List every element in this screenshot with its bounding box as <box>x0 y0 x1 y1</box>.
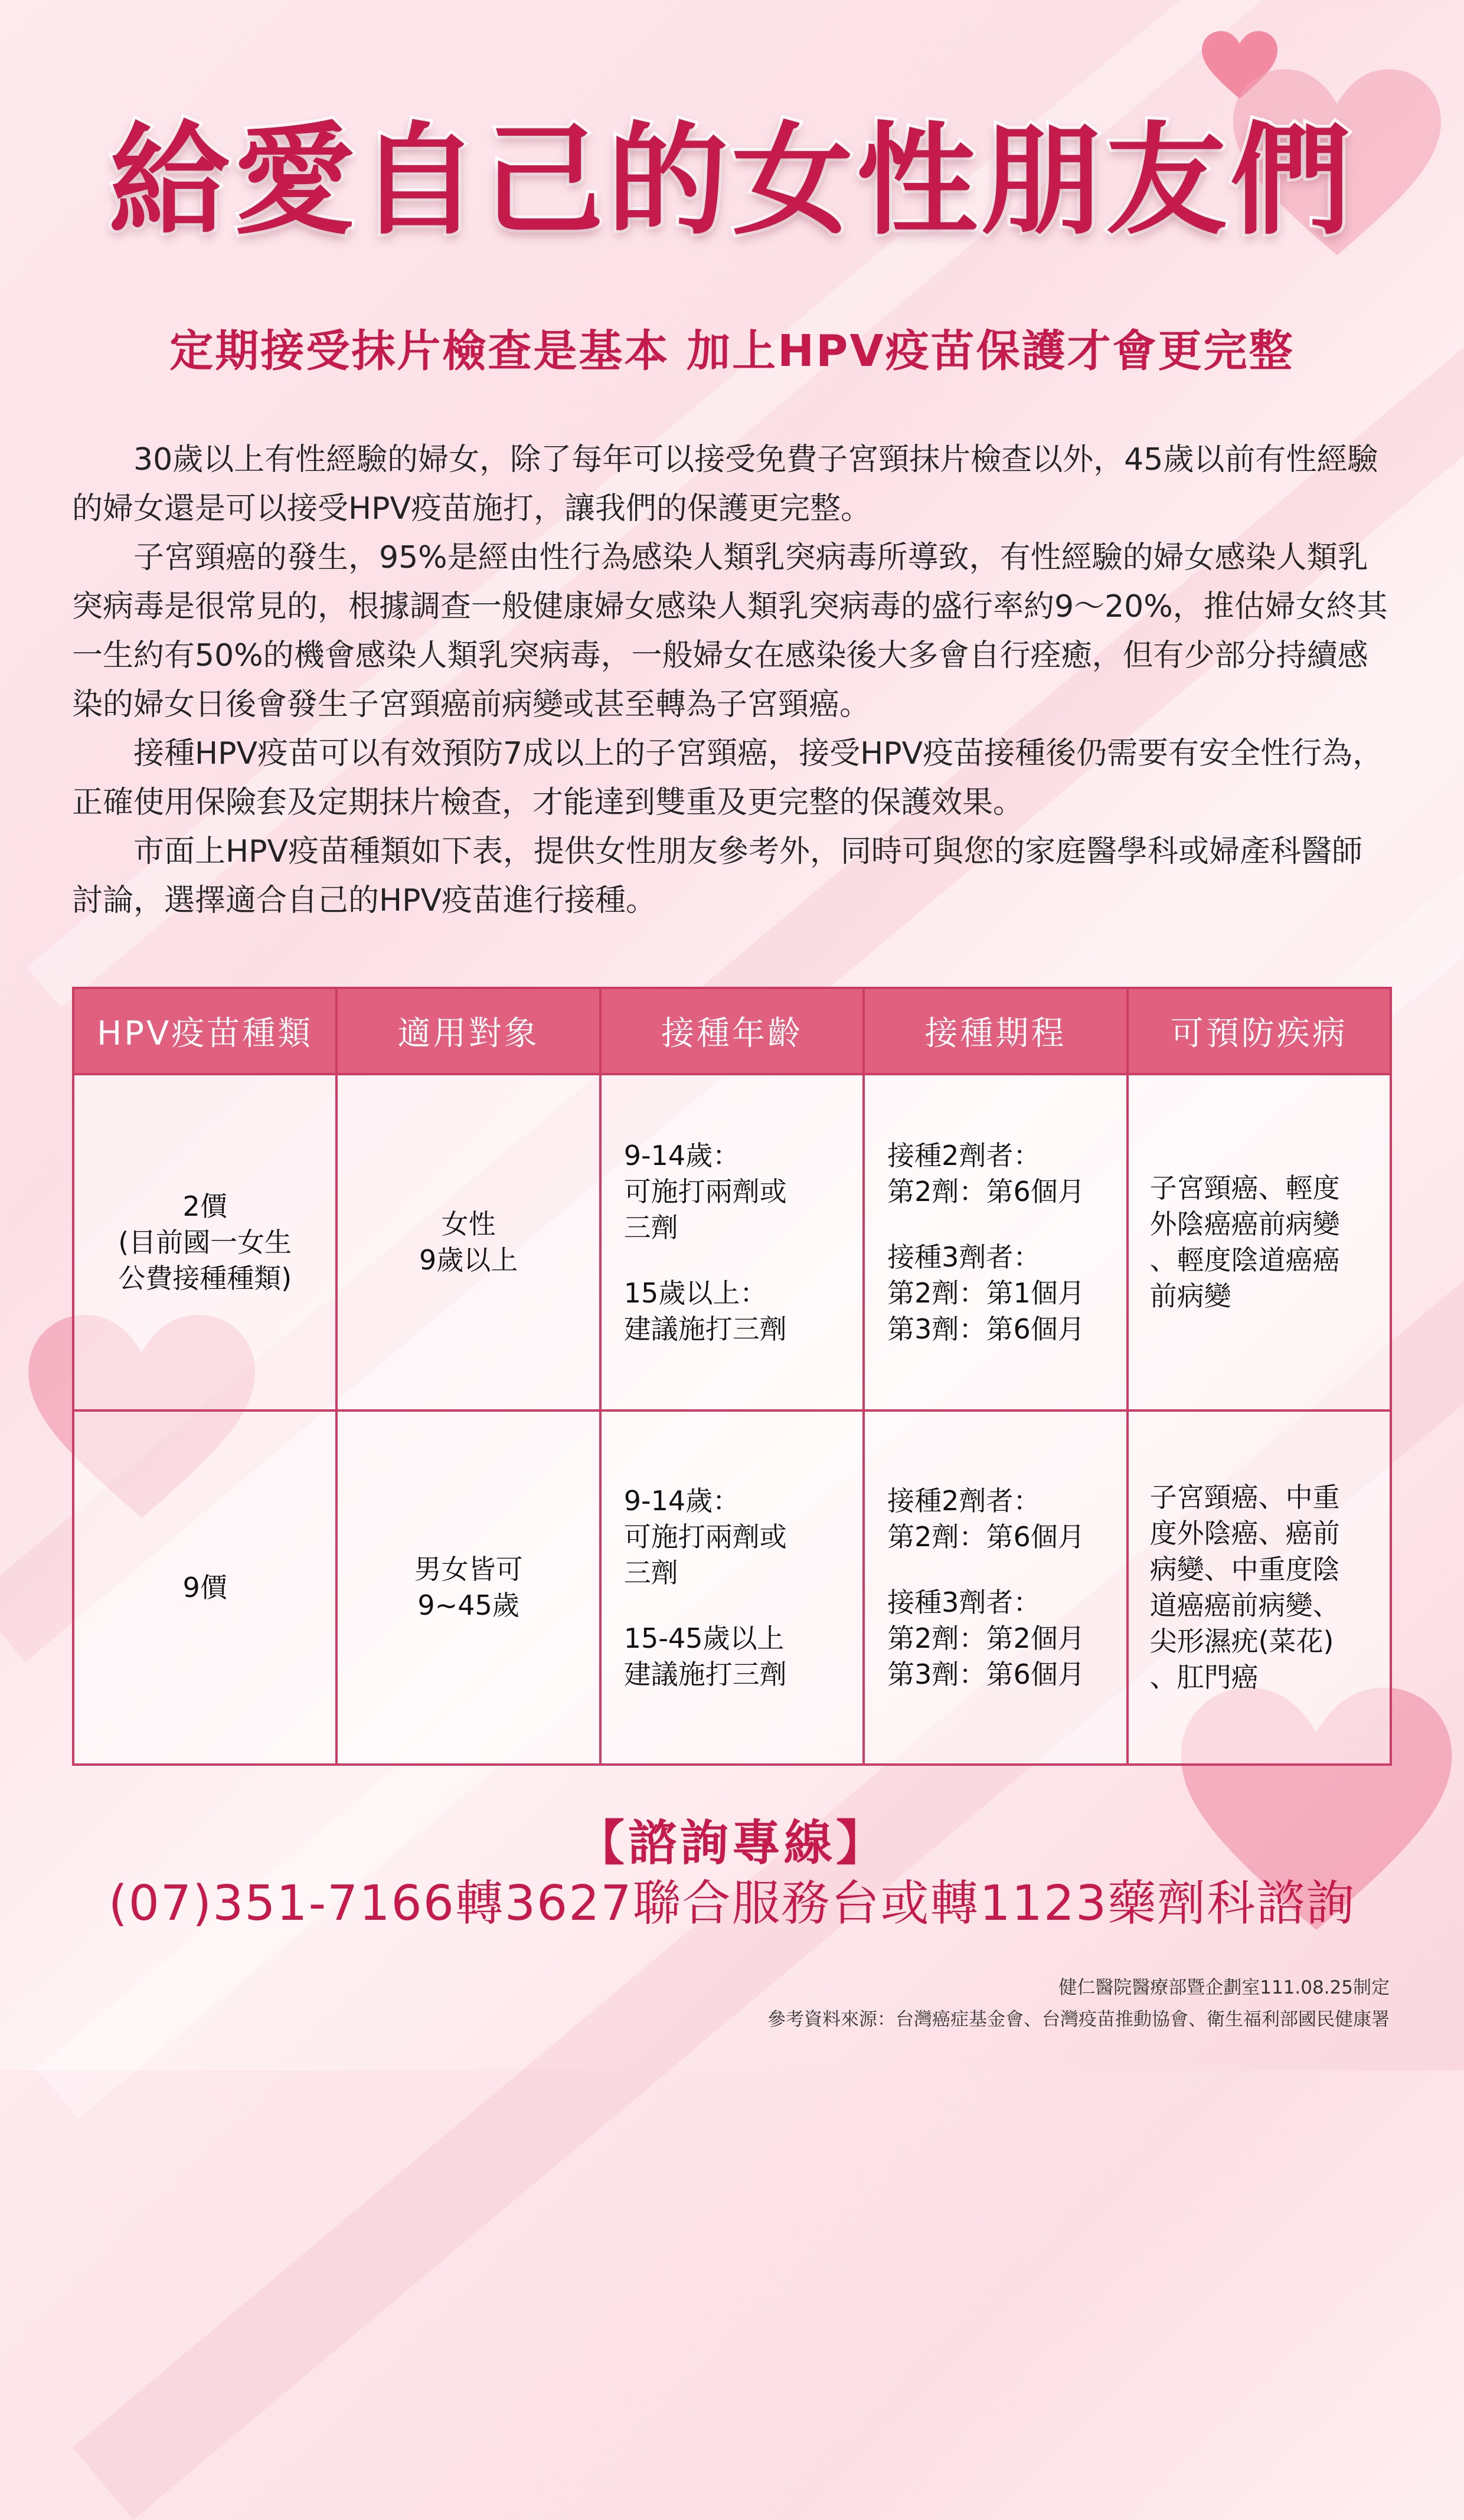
cell-line: 第2劑：第2個月 <box>887 1622 1085 1654</box>
hotline-number: (07)351-7166轉3627聯合服務台或轉1123藥劑科諮詢 <box>108 1876 1356 1932</box>
age-cell <box>600 1074 864 1410</box>
page-title: 給愛自己的女性朋友們 <box>109 111 1355 251</box>
column-header: HPV疫苗種類 <box>73 988 336 1074</box>
cell-line: 第2劑：第6個月 <box>887 1520 1085 1553</box>
column-header: 可預防疾病 <box>1128 988 1391 1074</box>
cell-line: 前病變 <box>1149 1280 1231 1312</box>
column-header: 接種年齡 <box>600 988 864 1074</box>
cell-line: 9-14歲： <box>623 1139 740 1171</box>
age-cell <box>600 1410 864 1765</box>
cell-line: 9價 <box>182 1571 227 1603</box>
column-header: 接種期程 <box>864 988 1127 1074</box>
cell-line: 接種2劑者： <box>887 1484 1041 1517</box>
target-cell <box>336 1410 600 1765</box>
cell-line: 病變、中重度陰 <box>1149 1553 1340 1585</box>
page-subtitle: 定期接受抹片檢查是基本 加上HPV疫苗保護才會更完整 <box>169 326 1295 377</box>
paragraph: 子宮頸癌的發生，95%是經由性行為感染人類乳突病毒所導致，有性經驗的婦女感染人類乳突病毒是很常見的，根據調查一般健康婦女感染人類乳突病毒的盛行率約9～20%，推估婦女終其一生約有50%的機會感染人類乳突病毒，一般婦女在感染後大多會自行痊癒，但有少部分持續感染的婦女日後會發生子宮頸癌前病變或甚至轉為子宮頸癌。 <box>72 540 1388 722</box>
cell-line: 尖形濕疣(菜花) <box>1149 1625 1334 1657</box>
cell-line: 三劑 <box>623 1556 678 1589</box>
vaccine-table <box>72 987 1392 1766</box>
cell-line: 度外陰癌、癌前 <box>1149 1517 1340 1549</box>
paragraph: 市面上HPV疫苗種類如下表，提供女性朋友參考外，同時可與您的家庭醫學科或婦產科醫師討論，選擇適合自己的HPV疫苗進行接種。 <box>72 834 1363 918</box>
paragraph: 接種HPV疫苗可以有效預防7成以上的子宮頸癌，接受HPV疫苗接種後仍需要有安全性行為，正確使用保險套及定期抹片檢查，才能達到雙重及更完整的保護效果。 <box>72 736 1384 820</box>
table-row <box>73 1074 1391 1410</box>
reference-note: 參考資料來源：台灣癌症基金會、台灣疫苗推動協會、衛生福利部國民健康署 <box>767 2009 1390 2030</box>
column-header: 適用對象 <box>336 988 600 1074</box>
cell-line: 第2劑：第1個月 <box>887 1277 1085 1309</box>
cell-line: 15-45歲以上 <box>623 1622 785 1654</box>
cell-line: 女性 <box>441 1208 496 1240</box>
cell-line: 可施打兩劑或 <box>623 1520 787 1553</box>
cell-line: 子宮頸癌、輕度 <box>1149 1172 1340 1204</box>
vaccine-type-cell <box>73 1410 336 1765</box>
cell-line: 2價 <box>182 1190 227 1222</box>
cell-line: 公費接種種類) <box>118 1262 292 1294</box>
cell-line: 接種2劑者： <box>887 1139 1041 1171</box>
cell-line: 、輕度陰道癌癌 <box>1149 1244 1340 1276</box>
disease-cell <box>1128 1074 1391 1410</box>
issuer-note: 健仁醫院醫療部暨企劃室111.08.25制定 <box>1058 1977 1390 1998</box>
table-header-row <box>73 988 1391 1074</box>
target-cell <box>336 1074 600 1410</box>
cell-line: 9-14歲： <box>623 1484 740 1517</box>
cell-line: 建議施打三劑 <box>623 1658 787 1690</box>
cell-line: 男女皆可 <box>414 1553 523 1585</box>
cell-line: 三劑 <box>623 1211 678 1243</box>
cell-line: 可施打兩劑或 <box>623 1175 787 1207</box>
schedule-cell <box>864 1074 1127 1410</box>
cell-line: 子宮頸癌、中重 <box>1149 1481 1340 1513</box>
cell-line: (目前國一女生 <box>118 1226 292 1258</box>
cell-line: 15歲以上： <box>623 1277 767 1309</box>
cell-line: 道癌癌前病變、 <box>1149 1589 1340 1621</box>
cell-line: 第2劑：第6個月 <box>887 1175 1085 1207</box>
cell-line: 第3劑：第6個月 <box>887 1658 1085 1690</box>
vaccine-type-cell <box>73 1074 336 1410</box>
cell-line: 第3劑：第6個月 <box>887 1313 1085 1345</box>
schedule-cell <box>864 1410 1127 1765</box>
intro-text <box>72 436 1392 925</box>
paragraph: 30歲以上有性經驗的婦女，除了每年可以接受免費子宮頸抹片檢查以外，45歲以前有性經驗的婦女還是可以接受HPV疫苗施打，讓我們的保護更完整。 <box>72 442 1378 526</box>
hotline-label: 【諮詢專線】 <box>576 1815 888 1871</box>
cell-line: 、肛門癌 <box>1149 1661 1259 1693</box>
cell-line: 9歲以上 <box>419 1244 518 1276</box>
cell-line: 9~45歲 <box>417 1589 519 1621</box>
disease-cell <box>1128 1410 1391 1765</box>
cell-line: 接種3劑者： <box>887 1586 1041 1618</box>
table-row <box>73 1410 1391 1765</box>
cell-line: 建議施打三劑 <box>623 1313 787 1345</box>
cell-line: 外陰癌癌前病變 <box>1149 1208 1340 1240</box>
cell-line: 接種3劑者： <box>887 1241 1041 1273</box>
